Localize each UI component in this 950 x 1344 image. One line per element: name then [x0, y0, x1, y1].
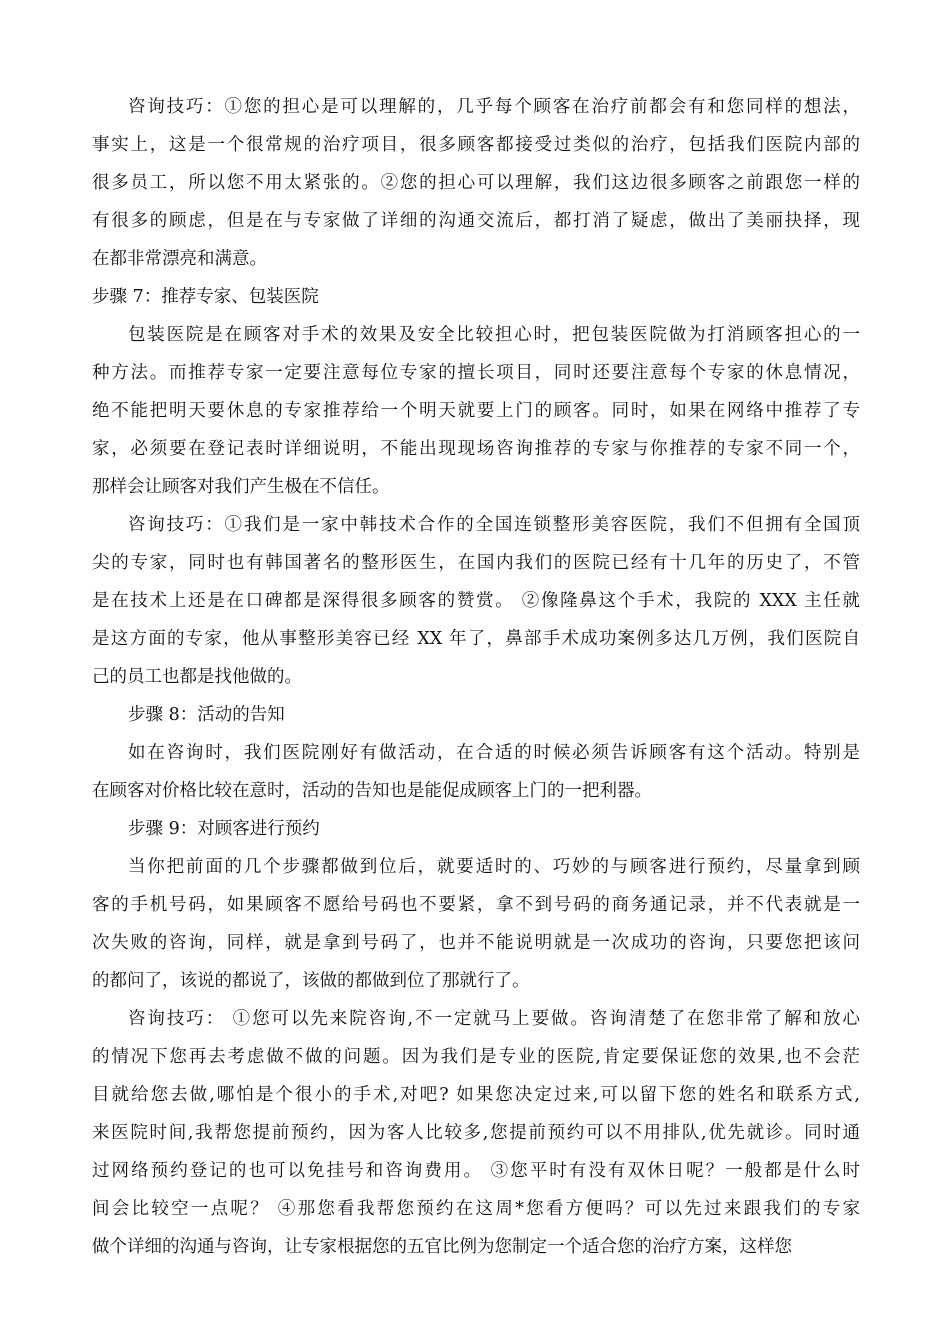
text-line: 步骤 7：推荐专家、包装医院	[92, 287, 319, 307]
paragraph	[92, 848, 860, 1000]
text-line: 步骤 9：对顾客进行预约	[128, 819, 320, 839]
text-line: 步骤 8：活动的告知	[128, 705, 285, 725]
text-line: 家，必须要在登记表时详细说明，不能出现现场咨询推荐的专家与你推荐的专家不同一个，	[92, 439, 860, 459]
text-line: 做个详细的沟通与咨询，让专家根据您的五官比例为您制定一个适合您的治疗方案，这样您	[92, 1237, 792, 1257]
text-line: 客的手机号码，如果顾客不愿给号码也不要紧，拿不到号码的商务通记录，并不代表就是一	[92, 895, 860, 915]
text-line: 很多员工，所以您不用太紧张的。②您的担心可以理解，我们这边很多顾客之前跟您一样的	[92, 173, 860, 193]
section-heading	[92, 278, 860, 316]
text-line: 过网络预约登记的也可以免挂号和咨询费用。 ③您平时有没有双休日呢？一般都是什么时	[92, 1161, 860, 1181]
text-line: 次失败的咨询，同样，就是拿到号码了，也并不能说明就是一次成功的咨询，只要您把该问	[92, 933, 860, 953]
text-line: 是在技术上还是在口碑都是深得很多顾客的赞赏。 ②像隆鼻这个手术，我院的 XXX 主任就	[92, 591, 860, 611]
text-line: 包装医院是在顾客对手术的效果及安全比较担心时，把包装医院做为打消顾客担心的一	[128, 325, 860, 345]
text-line: 目就给您去做,哪怕是个很小的手术,对吧? 如果您决定过来,可以留下您的姓名和联系方式,	[92, 1085, 860, 1105]
text-line: 的情况下您再去考虑做不做的问题。因为我们是专业的医院,肯定要保证您的效果,也不会茫	[92, 1047, 860, 1067]
paragraph	[92, 734, 860, 810]
text-line: 在顾客对价格比较在意时，活动的告知也是能促成顾客上门的一把利器。	[92, 781, 652, 801]
document-page	[92, 88, 860, 1266]
text-line: 尖的专家，同时也有韩国著名的整形医生，在国内我们的医院已经有十几年的历史了，不管	[92, 553, 860, 573]
text-line: 种方法。而推荐专家一定要注意每位专家的擅长项目，同时还要注意每个专家的休息情况，	[92, 363, 860, 383]
text-line: 有很多的顾虑，但是在与专家做了详细的沟通交流后，都打消了疑虑，做出了美丽抉择，现	[92, 211, 860, 231]
section-heading	[92, 696, 860, 734]
text-line: 如在咨询时，我们医院刚好有做活动，在合适的时候必须告诉顾客有这个活动。特别是	[128, 743, 860, 763]
text-line: 在都非常漂亮和满意。	[92, 249, 267, 269]
text-line: 绝不能把明天要休息的专家推荐给一个明天就要上门的顾客。同时，如果在网络中推荐了专	[92, 401, 860, 421]
text-line: 间会比较空一点呢？ ④那您看我帮您预约在这周*您看方便吗？可以先过来跟我们的专家	[92, 1199, 860, 1219]
section-heading	[92, 810, 860, 848]
text-line: 咨询技巧：①您的担心是可以理解的，几乎每个顾客在治疗前都会有和您同样的想法，	[128, 97, 860, 117]
text-line: 当你把前面的几个步骤都做到位后，就要适时的、巧妙的与顾客进行预约，尽量拿到顾	[128, 857, 860, 877]
text-line: 咨询技巧：①我们是一家中韩技术合作的全国连锁整形美容医院，我们不但拥有全国顶	[128, 515, 860, 535]
paragraph	[92, 316, 860, 506]
text-line: 那样会让顾客对我们产生极在不信任。	[92, 477, 390, 497]
text-line: 事实上，这是一个很常规的治疗项目，很多顾客都接受过类似的治疗，包括我们医院内部的	[92, 135, 860, 155]
text-line: 的都问了，该说的都说了，该做的都做到位了那就行了。	[92, 971, 530, 991]
paragraph	[92, 506, 860, 696]
paragraph	[92, 1000, 860, 1266]
text-line: 咨询技巧： ①您可以先来院咨询,不一定就马上要做。咨询清楚了在您非常了解和放心	[128, 1009, 860, 1029]
paragraph	[92, 88, 860, 278]
text-line: 来医院时间,我帮您提前预约，因为客人比较多,您提前预约可以不用排队,优先就诊。同时通	[92, 1123, 860, 1143]
text-line: 己的员工也都是找他做的。	[92, 667, 302, 687]
text-line: 是这方面的专家，他从事整形美容已经 XX 年了，鼻部手术成功案例多达几万例，我们医院自	[92, 629, 860, 649]
